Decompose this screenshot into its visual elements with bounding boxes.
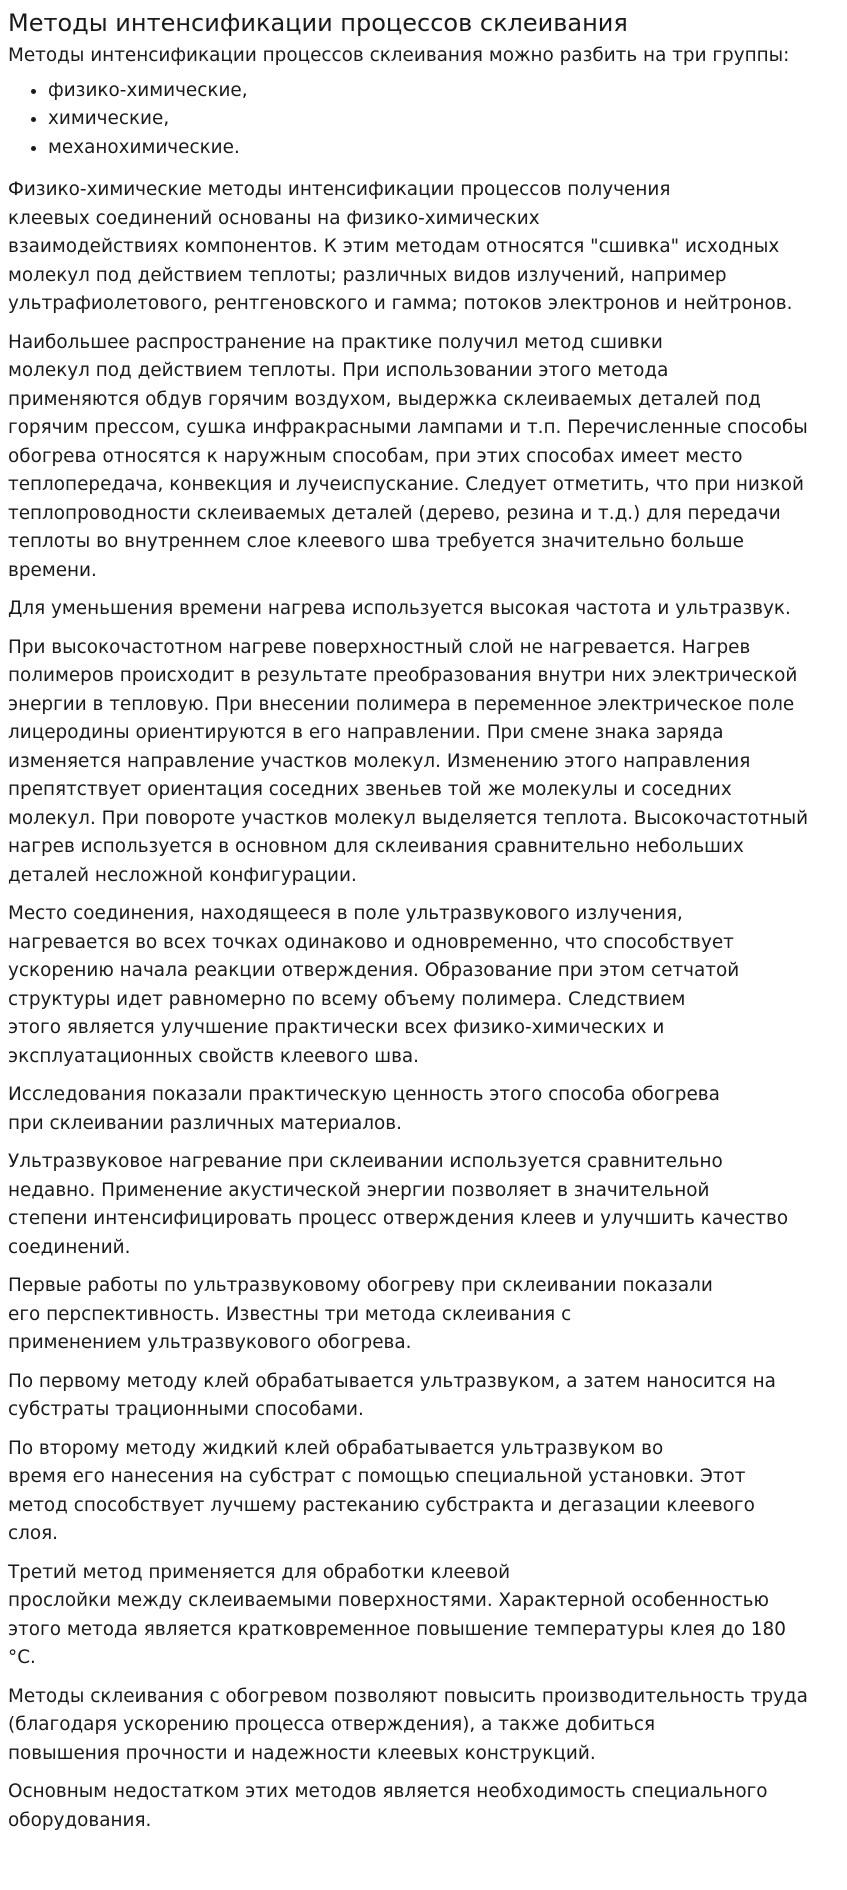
paragraph: Для уменьшения времени нагрева используется высокая частота и ультразвук. xyxy=(8,598,791,619)
groups-list xyxy=(8,77,839,163)
paragraph: По второму методу жидкий клей обрабатывается ультразвуком во время его нанесения на субстрат с помощью специальной установки. Этот метод способствует лучшему растеканию субстракта и дегазации клеевого слоя. xyxy=(8,1437,755,1544)
paragraph: Наибольшее распространение на практике получил метод сшивки молекул под действием теплоты. При использовании этого метода применяются обдув горячим воздухом, выдержка склеиваемых деталей под горячим прессом, сушка инфракрасными лампами и т.п. Перечисленные способы обогрева относятся к наружным способам, при этих способах имеет место теплопередача, конвекция и лучеиспускание. Следует отметить, что при низкой теплопроводности склеиваемых деталей (дерево, резина и т.д.) для передачи теплоты во внутреннем слое клеевого шва требуется значительно больше времени. xyxy=(8,331,808,581)
list-item: • физико-химические, xyxy=(48,77,839,106)
paragraph: Исследования показали практическую ценность этого способа обогрева при склеивании различных материалов. xyxy=(8,1084,720,1134)
intro-paragraph: Методы интенсификации процессов склеивания можно разбить на три группы: xyxy=(8,45,790,66)
paragraph: Место соединения, находящееся в поле ультразвукового излучения, нагревается во всех точках одинаково и одновременно, что способствует ускорению начала реакции отверждения. Образование при этом сетчатой структуры идет равномерно по всему объему полимера. Следствием этого является улучшение практически всех физико-химических и эксплуатационных свойств клеевого шва. xyxy=(8,903,740,1067)
list-item: • механохимические. xyxy=(48,134,839,163)
paragraph: Методы склеивания с обогревом позволяют повысить производительность труда (благодаря ускорению процесса отверждения), а также добиться повышения прочности и надежности клеевых конструкций. xyxy=(8,1685,808,1764)
paragraph: Третий метод применяется для обработки клеевой прослойки между склеиваемыми поверхностями. Характерной особенностью этого метода является кратковременное повышение температуры клея до 180 °С. xyxy=(8,1561,786,1668)
list-item: • химические, xyxy=(48,105,839,134)
paragraph: Физико-химические методы интенсификации процессов получения клеевых соединений основаны на физико-химических взаимодействиях компонентов. К этим методам относятся "сшивка" исходных молекул под действием теплоты; различных видов излучений, например ультрафиолетового, рентгеновского и гамма; потоков электронов и нейтронов. xyxy=(8,179,793,314)
page-title: Методы интенсификации процессов склеивания xyxy=(8,9,628,37)
paragraph: Первые работы по ультразвуковому обогреву при склеивании показали его перспективность. Известны три метода склеивания с применением ультразвукового обогрева. xyxy=(8,1275,713,1353)
paragraph: Ультразвуковое нагревание при склеивании используется сравнительно недавно. Применение акустической энергии позволяет в значительной степени интенсифицировать процесс отверждения клеев и улучшить качество соединений. xyxy=(8,1151,789,1258)
paragraph: По первому методу клей обрабатывается ультразвуком, а затем наносится на субстраты трационными способами. xyxy=(8,1370,776,1420)
paragraph: При высокочастотном нагреве поверхностный слой не нагревается. Нагрев полимеров происходит в результате преобразования внутри них электрической энергии в тепловую. При внесении полимера в переменное электрическое поле лицеродины ориентируются в его направлении. При смене знака заряда изменяется направление участков молекул. Изменению этого направления препятствует ориентация соседних звеньев той же молекулы и соседних молекул. При повороте участков молекул выделяется теплота. Высокочастотный нагрев используется в основном для склеивания сравнительно небольших деталей несложной конфигурации. xyxy=(8,636,809,886)
paragraph: Основным недостатком этих методов является необходимость специального оборудования. xyxy=(8,1781,768,1831)
